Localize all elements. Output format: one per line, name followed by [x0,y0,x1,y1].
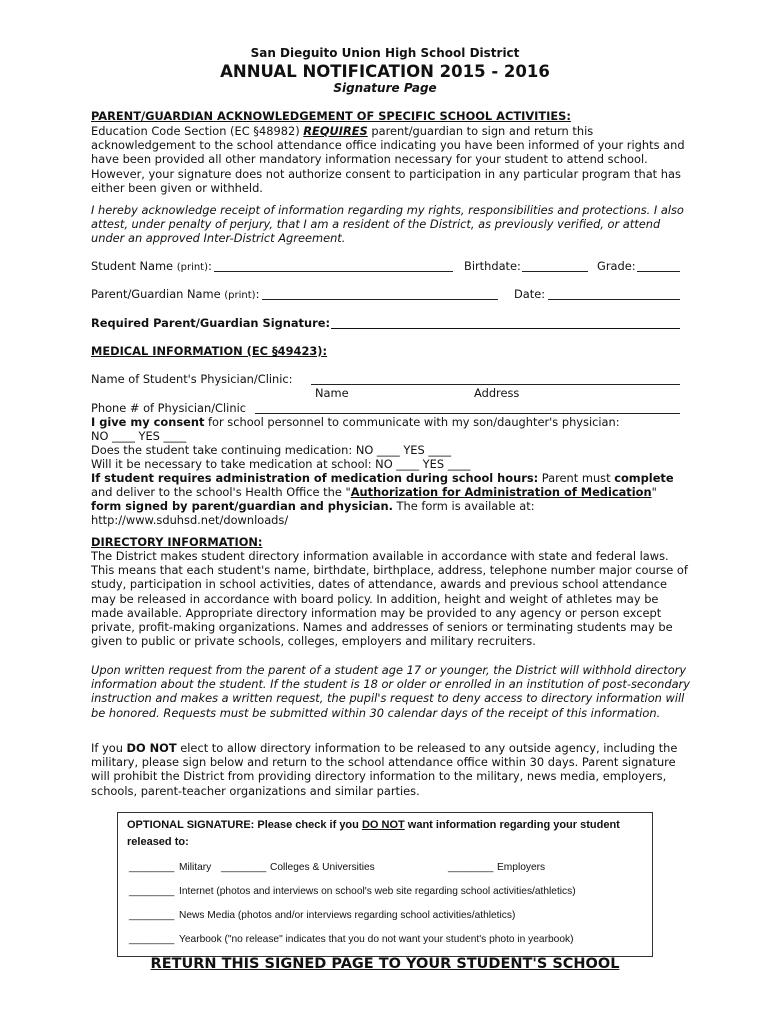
signature-field[interactable] [331,328,680,329]
optional-signature-heading: OPTIONAL SIGNATURE: Please check if you DO NOT want information regarding your student [127,819,620,831]
news-label: News Media (photos and/or interviews regarding school activities/athletics) [179,910,516,921]
military-label: Military [179,862,212,873]
district-name: San Dieguito Union High School District [250,46,520,60]
page-subtitle: Signature Page [333,81,437,95]
continuing-medication[interactable]: Does the student take continuing medication: NO ____ YES ____ [91,443,452,457]
date-label: Date: [514,287,546,301]
signature-label: Required Parent/Guardian Signature: [91,316,331,330]
employers-checkbox-blank[interactable]: ________ [448,862,494,873]
physician-phone-label: Phone # of Physician/Clinic [91,401,246,415]
directory-paragraph-3: If you DO NOT elect to allow directory information to be released to any outside agency, including the military, please sign below and return to the school attendance office within 30 days. Parent signature will prohibit the District from providing directory information to the military, news media, employers, schools, parent-teacher organizations and similar parties. [91,741,678,798]
yearbook-checkbox-blank[interactable]: ________ [129,934,175,945]
page-title: ANNUAL NOTIFICATION 2015 - 2016 [220,62,550,81]
internet-label: Internet (photos and interviews on school's web site regarding school activities/athletics) [179,886,576,897]
colleges-label: Colleges & Universities [270,862,375,873]
return-instruction: RETURN THIS SIGNED PAGE TO YOUR STUDENT'S SCHOOL [150,956,620,972]
form-signed-line: form signed by parent/guardian and physician. The form is available at: [91,499,535,513]
student-name-field[interactable] [214,271,453,272]
date-field[interactable] [548,299,680,300]
grade-field[interactable] [637,271,680,272]
internet-checkbox-blank[interactable]: ________ [129,886,175,897]
authorization-form-link[interactable]: Authorization for Administration of Medication [350,485,652,499]
birthdate-field[interactable] [522,271,588,272]
optional-released-to: released to: [127,836,189,848]
yearbook-label: Yearbook ("no release" indicates that you do not want your student's photo in yearbook) [179,934,574,945]
medical-heading: MEDICAL INFORMATION (EC §49423): [91,344,328,358]
medication-requirement: If student requires administration of medication during school hours: Parent must complete [91,471,674,485]
downloads-url[interactable]: http://www.sduhsd.net/downloads/ [91,513,289,527]
physician-label: Name of Student's Physician/Clinic: [91,372,293,386]
physician-field[interactable] [311,384,680,385]
consent-line: I give my consent for school personnel to communicate with my son/daughter's physician: [91,415,620,429]
medication-at-school[interactable]: Will it be necessary to take medication at school: NO ____ YES ____ [91,457,471,471]
student-name-label: Student Name (print): [91,259,212,273]
physician-address-caption: Address [474,386,520,400]
parent-name-field[interactable] [262,299,498,300]
news-checkbox-blank[interactable]: ________ [129,910,175,921]
ack-heading: PARENT/GUARDIAN ACKNOWLEDGEMENT OF SPECIFIC SCHOOL ACTIVITIES: [91,109,571,123]
directory-paragraph-1: The District makes student directory information available in accordance with state and federal laws. This means that each student's name, birthdate, birthplace, address, telephone number major course of study, participation in school activities, dates of attendance, awards and previous school attendance may be released in accordance with board policy. In addition, height and weight of athletes may be made available. Appropriate directory information may be provided to any agency or person except private, profit-making organizations. Names and addresses of seniors or terminating students may be given to public or private schools, colleges, employers and military recruiters. [91,549,688,649]
ack-paragraph: Education Code Section (EC §48982) REQUIRES parent/guardian to sign and return this acknowledgement to the school attendance office indicating you have been informed of your rights and have been provided all other mandatory information necessary for your student to attend school. However, your signature does not authorize consent to participation in any particular program that has either been given or withheld. [91,124,685,195]
military-checkbox-blank[interactable]: ________ [129,862,175,873]
grade-label: Grade: [597,259,636,273]
colleges-checkbox-blank[interactable]: ________ [221,862,267,873]
directory-heading: DIRECTORY INFORMATION: [91,535,263,549]
ack-attestation: I hereby acknowledge receipt of information regarding my rights, responsibilities and protections. I also attest, under penalty of perjury, that I am a resident of the District, as previously verified, or attend under an approved Inter-District Agreement. [91,203,684,246]
consent-no-yes[interactable]: NO ____ YES ____ [91,429,187,443]
employers-label: Employers [497,862,546,873]
medication-form-line: and deliver to the school's Health Office the "Authorization for Administration of Medication" [91,485,657,499]
physician-phone-field[interactable] [255,413,680,414]
physician-name-caption: Name [315,386,349,400]
birthdate-label: Birthdate: [464,259,521,273]
parent-name-label: Parent/Guardian Name (print): [91,287,260,301]
directory-paragraph-2: Upon written request from the parent of a student age 17 or younger, the District will withhold directory information about the student. If the student is 18 or older or enrolled in an institution of post-secondary instruction and makes a written request, the pupil's request to deny access to directory information will be honored. Requests must be submitted within 30 calendar days of the receipt of this information. [91,663,690,720]
